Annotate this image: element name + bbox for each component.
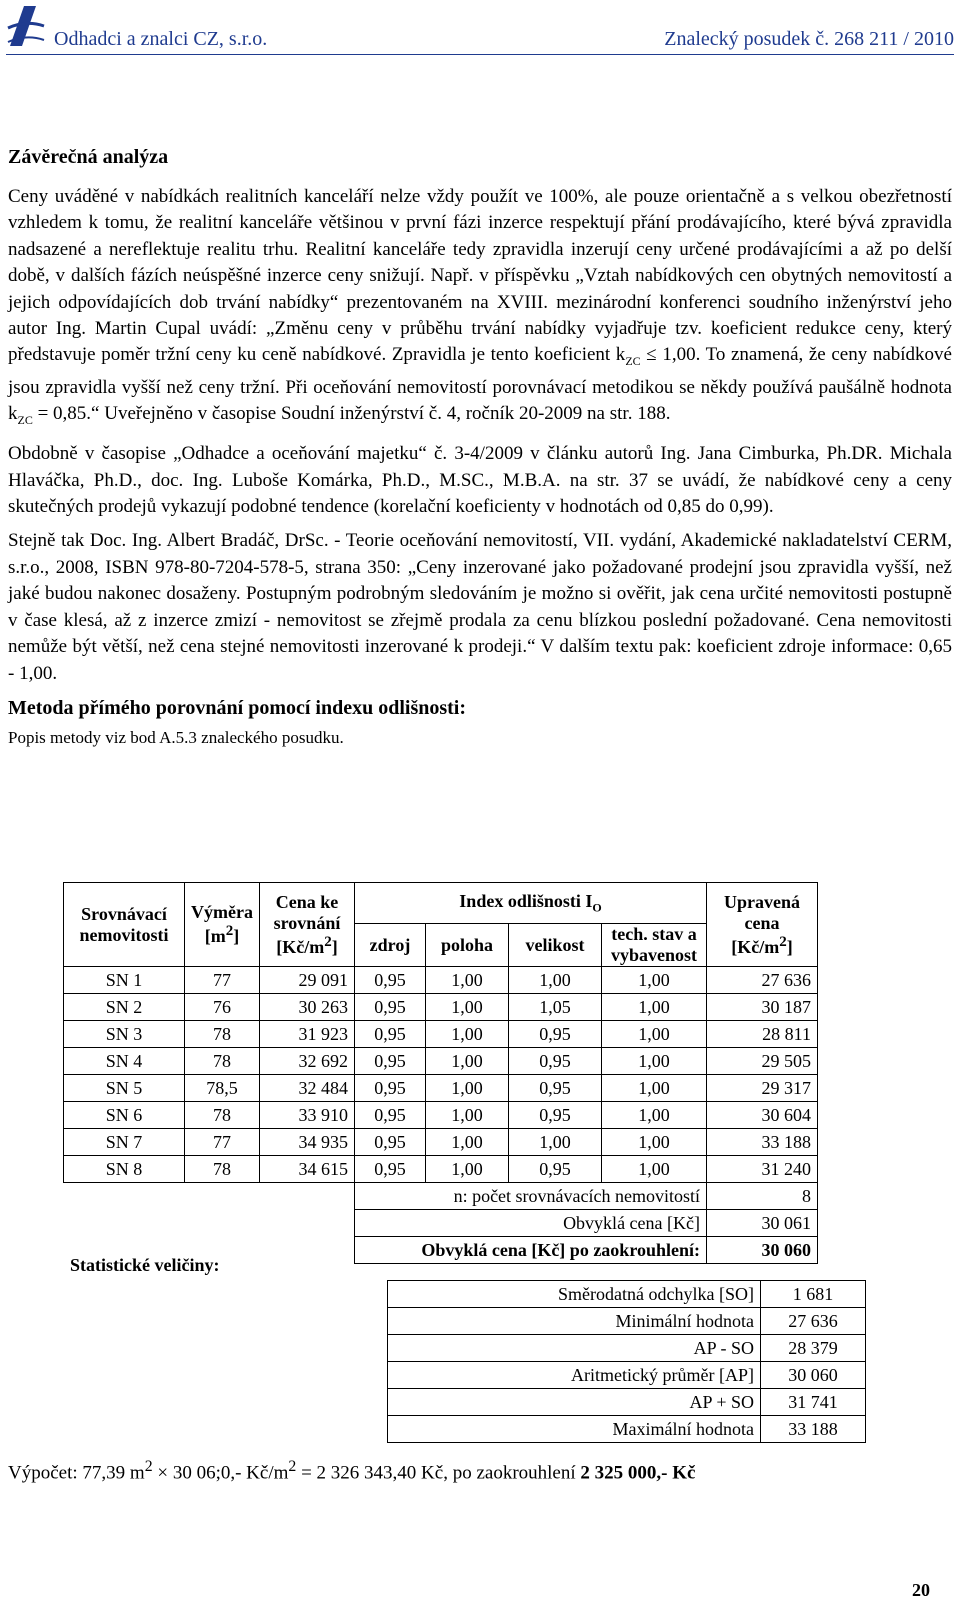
table-cell: 30 187 <box>707 994 818 1021</box>
stats-row <box>388 1308 866 1335</box>
header-property: Srovnávací nemovitosti <box>64 883 185 967</box>
stats-row <box>388 1416 866 1443</box>
table-cell: 32 484 <box>260 1075 355 1102</box>
table-cell: 0,95 <box>355 1048 426 1075</box>
stats-value-cell: 30 060 <box>761 1362 866 1389</box>
stats-label-cell: Směrodatná odchylka [SO] <box>388 1281 761 1308</box>
stats-value-cell: 1 681 <box>761 1281 866 1308</box>
stats-label-cell: Maximální hodnota <box>388 1416 761 1443</box>
table-row <box>64 1102 818 1129</box>
table-row <box>64 1048 818 1075</box>
table-cell: 78 <box>185 1102 260 1129</box>
table-cell: 1,00 <box>426 1129 509 1156</box>
table-cell: 33 188 <box>707 1129 818 1156</box>
table-cell: 30 604 <box>707 1102 818 1129</box>
header-condition: tech. stav a vybavenost <box>602 924 707 967</box>
table-cell: 1,00 <box>602 967 707 994</box>
stats-label-cell: AP + SO <box>388 1389 761 1416</box>
table-cell: SN 7 <box>64 1129 185 1156</box>
stats-row <box>388 1335 866 1362</box>
table-cell: 31 240 <box>707 1156 818 1183</box>
table-cell: 1,00 <box>602 1075 707 1102</box>
table-cell: SN 1 <box>64 967 185 994</box>
paragraph-1: Ceny uváděné v nabídkách realitních kanceláří nelze vždy použít ve 100%, ale pouze orientačně a s velkou obezřetností vzhledem k tomu, že realitní kanceláře většinou v první fázi inzerce respektují přání prodávajícího, které bývá zpravidla nadsazené a nereflektuje realitu trhu. Realitní kanceláře tedy zpravidla inzerují ceny určené prodávajícími a až po delší době, v dalších fázích neúspěšné inzerce ceny snižují. Např. v příspěvku „Vztah nabídkových cen obytných nemovitostí a jejich odpovídajících dob trvání nabídky“ prezentovaném na XVIII. mezinárodní konferenci soudního inženýrství jeho autor Ing. Martin Cupal uvádí: „Změnu ceny v průběhu trvání nabídky vyjadřuje tzv. koeficient redukce ceny, který představuje poměr tržní ceny ku ceně nabídkové. Zpravidla je tento koeficient $k_{ZC} \le 1,00$. To znamená, že ceny nabídkové jsou zpravidla vyšší než ceny tržní. Při oceňování nemovitostí porovnávací metodikou se někdy používá paušálně hodnota $k_{ZC}$ = 0,85.“ Uveřejněno v časopise Soudní inženýrství č. 4, ročník 20-2009 na str. 188. <box>8 186 952 427</box>
company-name: Odhadci a znalci CZ, s.r.o. <box>54 28 268 50</box>
table-row <box>64 1021 818 1048</box>
paragraph-3: Stejně tak Doc. Ing. Albert Bradáč, DrSc. - Teorie oceňování nemovitostí, VII. vydání, Akademické nakladatelství CERM, s.r.o., 2008, ISBN 978-80-7204-578-5, strana 350: „Ceny inzerované jako požadované prodejní jsou zpravidla vyšší, než jaké budou nakonec dosaženy. Postupným podrobným sledováním je možno si ověřit, jak cena určité nemovitosti postupně v čase klesá, až z inzerce zmizí - nemovitost se zřejmě prodala za cenu blízkou poslední požadované. Cena nemovitosti nemůže být větší, než cena stejné nemovitosti inzerované k prodeji.“ V dalším textu pak: koeficient zdroje informace: 0,65 - 1,00. <box>8 530 952 684</box>
table-row <box>64 994 818 1021</box>
table-cell: 1,05 <box>509 994 602 1021</box>
table-cell: 0,95 <box>509 1048 602 1075</box>
calculation-line: Výpočet: 77,39 $m^2 \times 30$ 06;0,- $Kč/m^2 = 2$ 326 343,40 Kč, po zaokrouhlení 2 325 000,- Kč <box>8 1458 696 1484</box>
header-price: Cena ke srovnání $[Kč/m^2]$ <box>260 883 355 967</box>
comparison-table <box>63 882 818 1264</box>
stats-value-cell: 33 188 <box>761 1416 866 1443</box>
stats-body <box>388 1281 866 1443</box>
table-cell: SN 4 <box>64 1048 185 1075</box>
table-cell: 1,00 <box>426 1102 509 1129</box>
rounded-price-value: 30 060 <box>707 1237 818 1264</box>
paragraph-2: Obdobně v časopise „Odhadce a oceňování majetku“ č. 3-4/2009 v článku autorů Ing. Jana Cimburka, Ph.DR. Michala Hlaváčka, Ph.D., doc. Ing. Luboše Komárka, Ph.D., M.SC., M.B.A. na str. 37 se uvádí, že nabídkové ceny a ceny skutečných prodejů vykazují podobné tendence (korelační koeficienty v hodnotách od 0,85 do 0,99). <box>8 443 952 518</box>
table-cell: 0,95 <box>509 1075 602 1102</box>
section-title-final-analysis: Závěrečná analýza <box>8 146 169 168</box>
section-title-method: Metoda přímého porovnání pomocí indexu odlišnosti: <box>8 696 467 719</box>
table-cell: 78 <box>185 1048 260 1075</box>
table-cell: 0,95 <box>509 1156 602 1183</box>
table-cell: 1,00 <box>426 994 509 1021</box>
table-cell: 33 910 <box>260 1102 355 1129</box>
table-cell: 28 811 <box>707 1021 818 1048</box>
table-cell: 78 <box>185 1156 260 1183</box>
page-number: 20 <box>912 1580 930 1600</box>
final-value: 2 325 000,- Kč <box>580 1462 696 1484</box>
table-cell: 1,00 <box>426 1048 509 1075</box>
stats-value-cell: 31 741 <box>761 1389 866 1416</box>
stats-label-cell: AP - SO <box>388 1335 761 1362</box>
company-logo-icon <box>6 2 46 52</box>
table-cell: 1,00 <box>602 1021 707 1048</box>
table-cell: 0,95 <box>509 1021 602 1048</box>
table-cell: SN 8 <box>64 1156 185 1183</box>
table-cell: 29 505 <box>707 1048 818 1075</box>
document-reference: Znalecký posudek č. 268 211 / 2010 <box>664 28 954 50</box>
table-cell: 78,5 <box>185 1075 260 1102</box>
header-index: Index odlišnosti $I_O$ <box>355 883 707 924</box>
usual-price-label: Obvyklá cena [Kč] <box>355 1210 707 1237</box>
count-row <box>64 1183 818 1210</box>
table-cell: 0,95 <box>355 994 426 1021</box>
table-cell: 0,95 <box>509 1102 602 1129</box>
stats-value-cell: 28 379 <box>761 1335 866 1362</box>
table-cell: 29 091 <box>260 967 355 994</box>
table-cell: SN 6 <box>64 1102 185 1129</box>
table-cell: 27 636 <box>707 967 818 994</box>
table-cell: 29 317 <box>707 1075 818 1102</box>
table-cell: 0,95 <box>355 1129 426 1156</box>
table-cell: 1,00 <box>602 1129 707 1156</box>
usual-price-row <box>64 1210 818 1237</box>
table-cell: 1,00 <box>509 1129 602 1156</box>
table-row <box>64 1129 818 1156</box>
table-cell: 1,00 <box>602 1102 707 1129</box>
stats-row <box>388 1362 866 1389</box>
stats-label-cell: Aritmetický průměr [AP] <box>388 1362 761 1389</box>
table-body <box>64 967 818 1183</box>
table-header-row <box>64 883 818 924</box>
table-cell: 1,00 <box>426 1075 509 1102</box>
table-cell: 0,95 <box>355 1075 426 1102</box>
page-header <box>0 0 960 60</box>
table-cell: 0,95 <box>355 1102 426 1129</box>
table-cell: 34 615 <box>260 1156 355 1183</box>
stats-label-cell: Minimální hodnota <box>388 1308 761 1335</box>
table-cell: 34 935 <box>260 1129 355 1156</box>
table-cell: 76 <box>185 994 260 1021</box>
stats-label: Statistické veličiny: <box>70 1255 220 1275</box>
header-location: poloha <box>426 924 509 967</box>
table-row <box>64 1156 818 1183</box>
table-cell: 77 <box>185 967 260 994</box>
header-size: velikost <box>509 924 602 967</box>
method-note: Popis metody viz bod A.5.3 znaleckého posudku. <box>8 727 344 747</box>
table-row <box>64 967 818 994</box>
page-content <box>8 144 952 759</box>
table-cell: SN 3 <box>64 1021 185 1048</box>
table-cell: 1,00 <box>602 1048 707 1075</box>
table-cell: 1,00 <box>426 1156 509 1183</box>
table-cell: 0,95 <box>355 1021 426 1048</box>
rounded-price-label: Obvyklá cena [Kč] po zaokrouhlení: <box>355 1237 707 1264</box>
table-cell: 78 <box>185 1021 260 1048</box>
count-value: 8 <box>707 1183 818 1210</box>
header-area: Výměra $[m^2]$ <box>185 883 260 967</box>
table-cell: 1,00 <box>426 1021 509 1048</box>
stats-row <box>388 1281 866 1308</box>
table-cell: 1,00 <box>426 967 509 994</box>
count-label: n: počet srovnávacích nemovitostí <box>355 1183 707 1210</box>
table-cell: 1,00 <box>509 967 602 994</box>
header-adjusted: Upravená cena $[Kč/m^2]$ <box>707 883 818 967</box>
table-cell: 77 <box>185 1129 260 1156</box>
table-cell: 0,95 <box>355 967 426 994</box>
header-source: zdroj <box>355 924 426 967</box>
table-cell: 30 263 <box>260 994 355 1021</box>
usual-price-value: 30 061 <box>707 1210 818 1237</box>
stats-table <box>387 1280 866 1443</box>
table-cell: 31 923 <box>260 1021 355 1048</box>
stats-value-cell: 27 636 <box>761 1308 866 1335</box>
header-divider <box>6 54 954 55</box>
table-cell: 32 692 <box>260 1048 355 1075</box>
table-cell: 1,00 <box>602 1156 707 1183</box>
table-cell: 1,00 <box>602 994 707 1021</box>
stats-row <box>388 1389 866 1416</box>
table-cell: SN 5 <box>64 1075 185 1102</box>
table-cell: 0,95 <box>355 1156 426 1183</box>
table-cell: SN 2 <box>64 994 185 1021</box>
table-row <box>64 1075 818 1102</box>
